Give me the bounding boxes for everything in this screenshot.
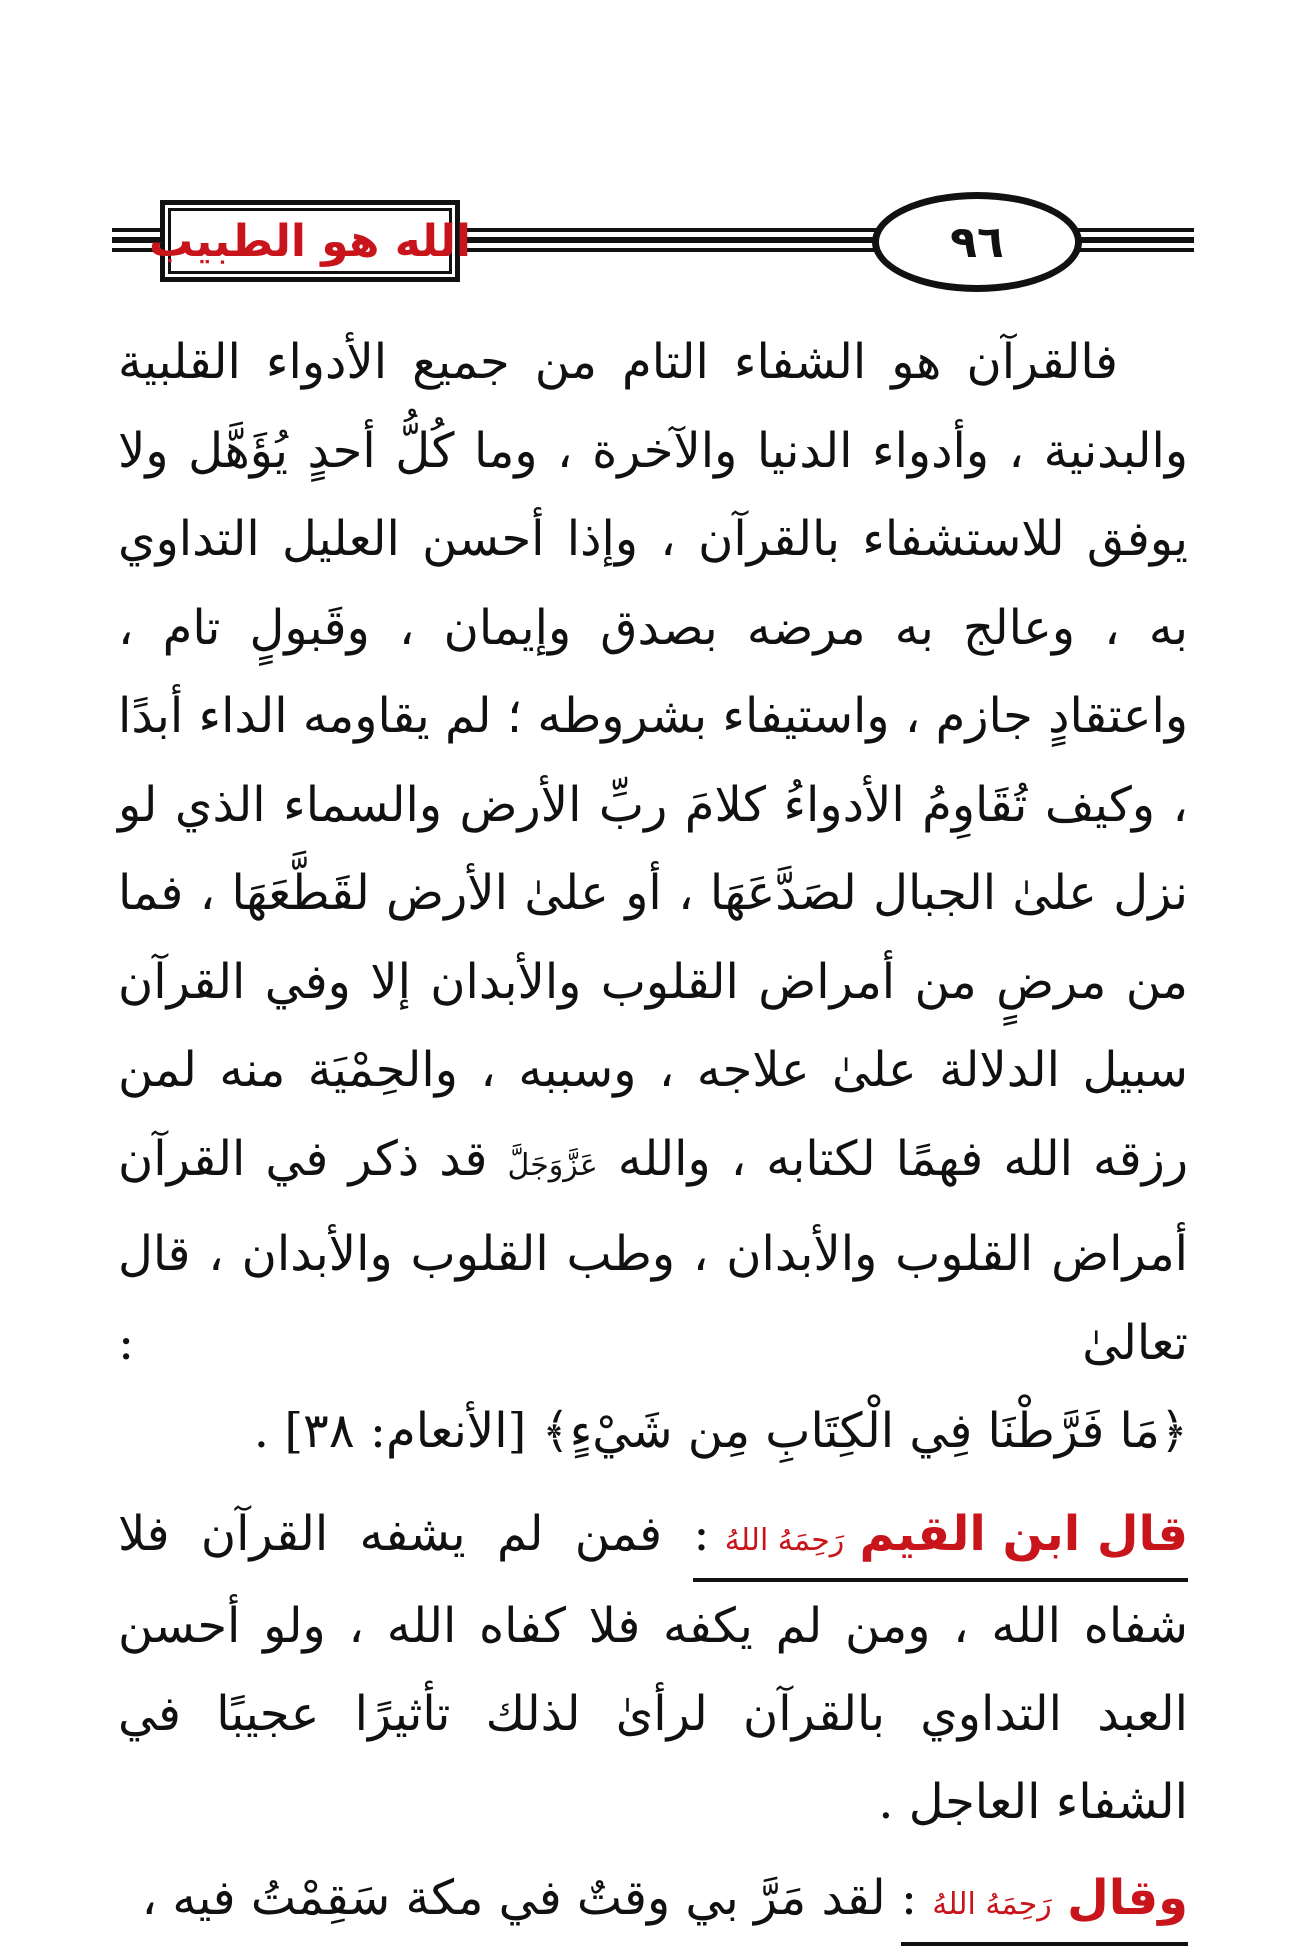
page-number-oval: [872, 192, 1082, 292]
verse-reference: [الأنعام: ٣٨] .: [253, 1403, 527, 1459]
page-number: ٩٦: [950, 216, 1004, 268]
text-line: والبدنية ، وأدواء الدنيا والآخرة ، وما كُلُّ أحدٍ يُؤَهَّل ولا: [118, 422, 1188, 479]
quran-verse: ﴿مَا فَرَّطْنَا فِي الْكِتَابِ مِن شَيْءٍ﴾: [541, 1403, 1188, 1459]
text-line: الله ، ومن لم يكفه فلا كفاه الله ، ولو أحسن العبد التداوي: [118, 1597, 1189, 1742]
text-line: بالقرآن لرأىٰ لذلك تأثيرًا عجيبًا في الشفاء العاجل .: [118, 1685, 1188, 1830]
page-header: [112, 190, 1194, 300]
quote-colon: :: [693, 1505, 710, 1562]
text-line: جازم ، واستيفاء بشروطه ؛ لم يقاومه الداء أبدًا ، وكيف: [118, 688, 1188, 833]
honorific-azza-wajal: عَزَّوَجَلَّ: [507, 1147, 598, 1183]
quote-speaker: قال ابن القيم: [859, 1505, 1188, 1562]
text-line: علىٰ الجبال لصَدَّعَهَا ، أو علىٰ الأرض لقَطَّعَهَا ، فما من: [118, 865, 1188, 1010]
quote-lead: [693, 1499, 1188, 1582]
text-line: وعالج به مرضه بصدق وإيمان ، وقَبولٍ تام ، واعتقادٍ: [118, 599, 1189, 744]
quote-second: [118, 1854, 1188, 1946]
quran-verse-line: [254, 1403, 1188, 1459]
quote-speaker: وقال: [1067, 1869, 1188, 1926]
page-body: [118, 318, 1188, 1946]
text-line: القلوب والأبدان ، وطب القلوب والأبدان ، قال تعالىٰ :: [118, 1226, 1188, 1371]
quote-colon: :: [900, 1869, 918, 1926]
text-line: مرضٍ من أمراض القلوب والأبدان إلا وفي القرآن سبيل: [118, 953, 1188, 1098]
chapter-title: الله هو الطبيب: [149, 215, 471, 267]
text-line: الدلالة علىٰ علاجه ، وسببه ، والحِمْيَة منه لمن رزقه الله: [118, 1042, 1189, 1187]
main-paragraph: [118, 318, 1188, 1476]
quote-lead: [901, 1863, 1188, 1946]
text-line: فهمًا لكتابه ، والله: [617, 1130, 984, 1187]
text-line: يوفق للاستشفاء بالقرآن ، وإذا أحسن العليل التداوي به ،: [118, 511, 1189, 656]
text-line: فمن لم يشفه القرآن فلا شفاه: [118, 1505, 1188, 1654]
honorific-rahimahullah: رَحِمَهُ اللهُ: [932, 1886, 1052, 1922]
chapter-title-box: [149, 200, 471, 282]
text-line: لقد مَرَّ بي وقتٌ في مكة سَقِمْتُ فيه ،: [141, 1869, 886, 1926]
quote-ibn-alqayyim: [118, 1490, 1188, 1846]
text-line: فالقرآن هو الشفاء التام من جميع الأدواء القلبية: [118, 334, 1118, 390]
honorific-rahimahullah: رَحِمَهُ اللهُ: [724, 1522, 845, 1558]
text-line: تُقَاوِمُ الأدواءُ كلامَ ربِّ الأرض والسماء الذي لو نزل: [118, 776, 1189, 921]
text-line: قد ذكر في القرآن أمراض: [118, 1130, 1188, 1282]
